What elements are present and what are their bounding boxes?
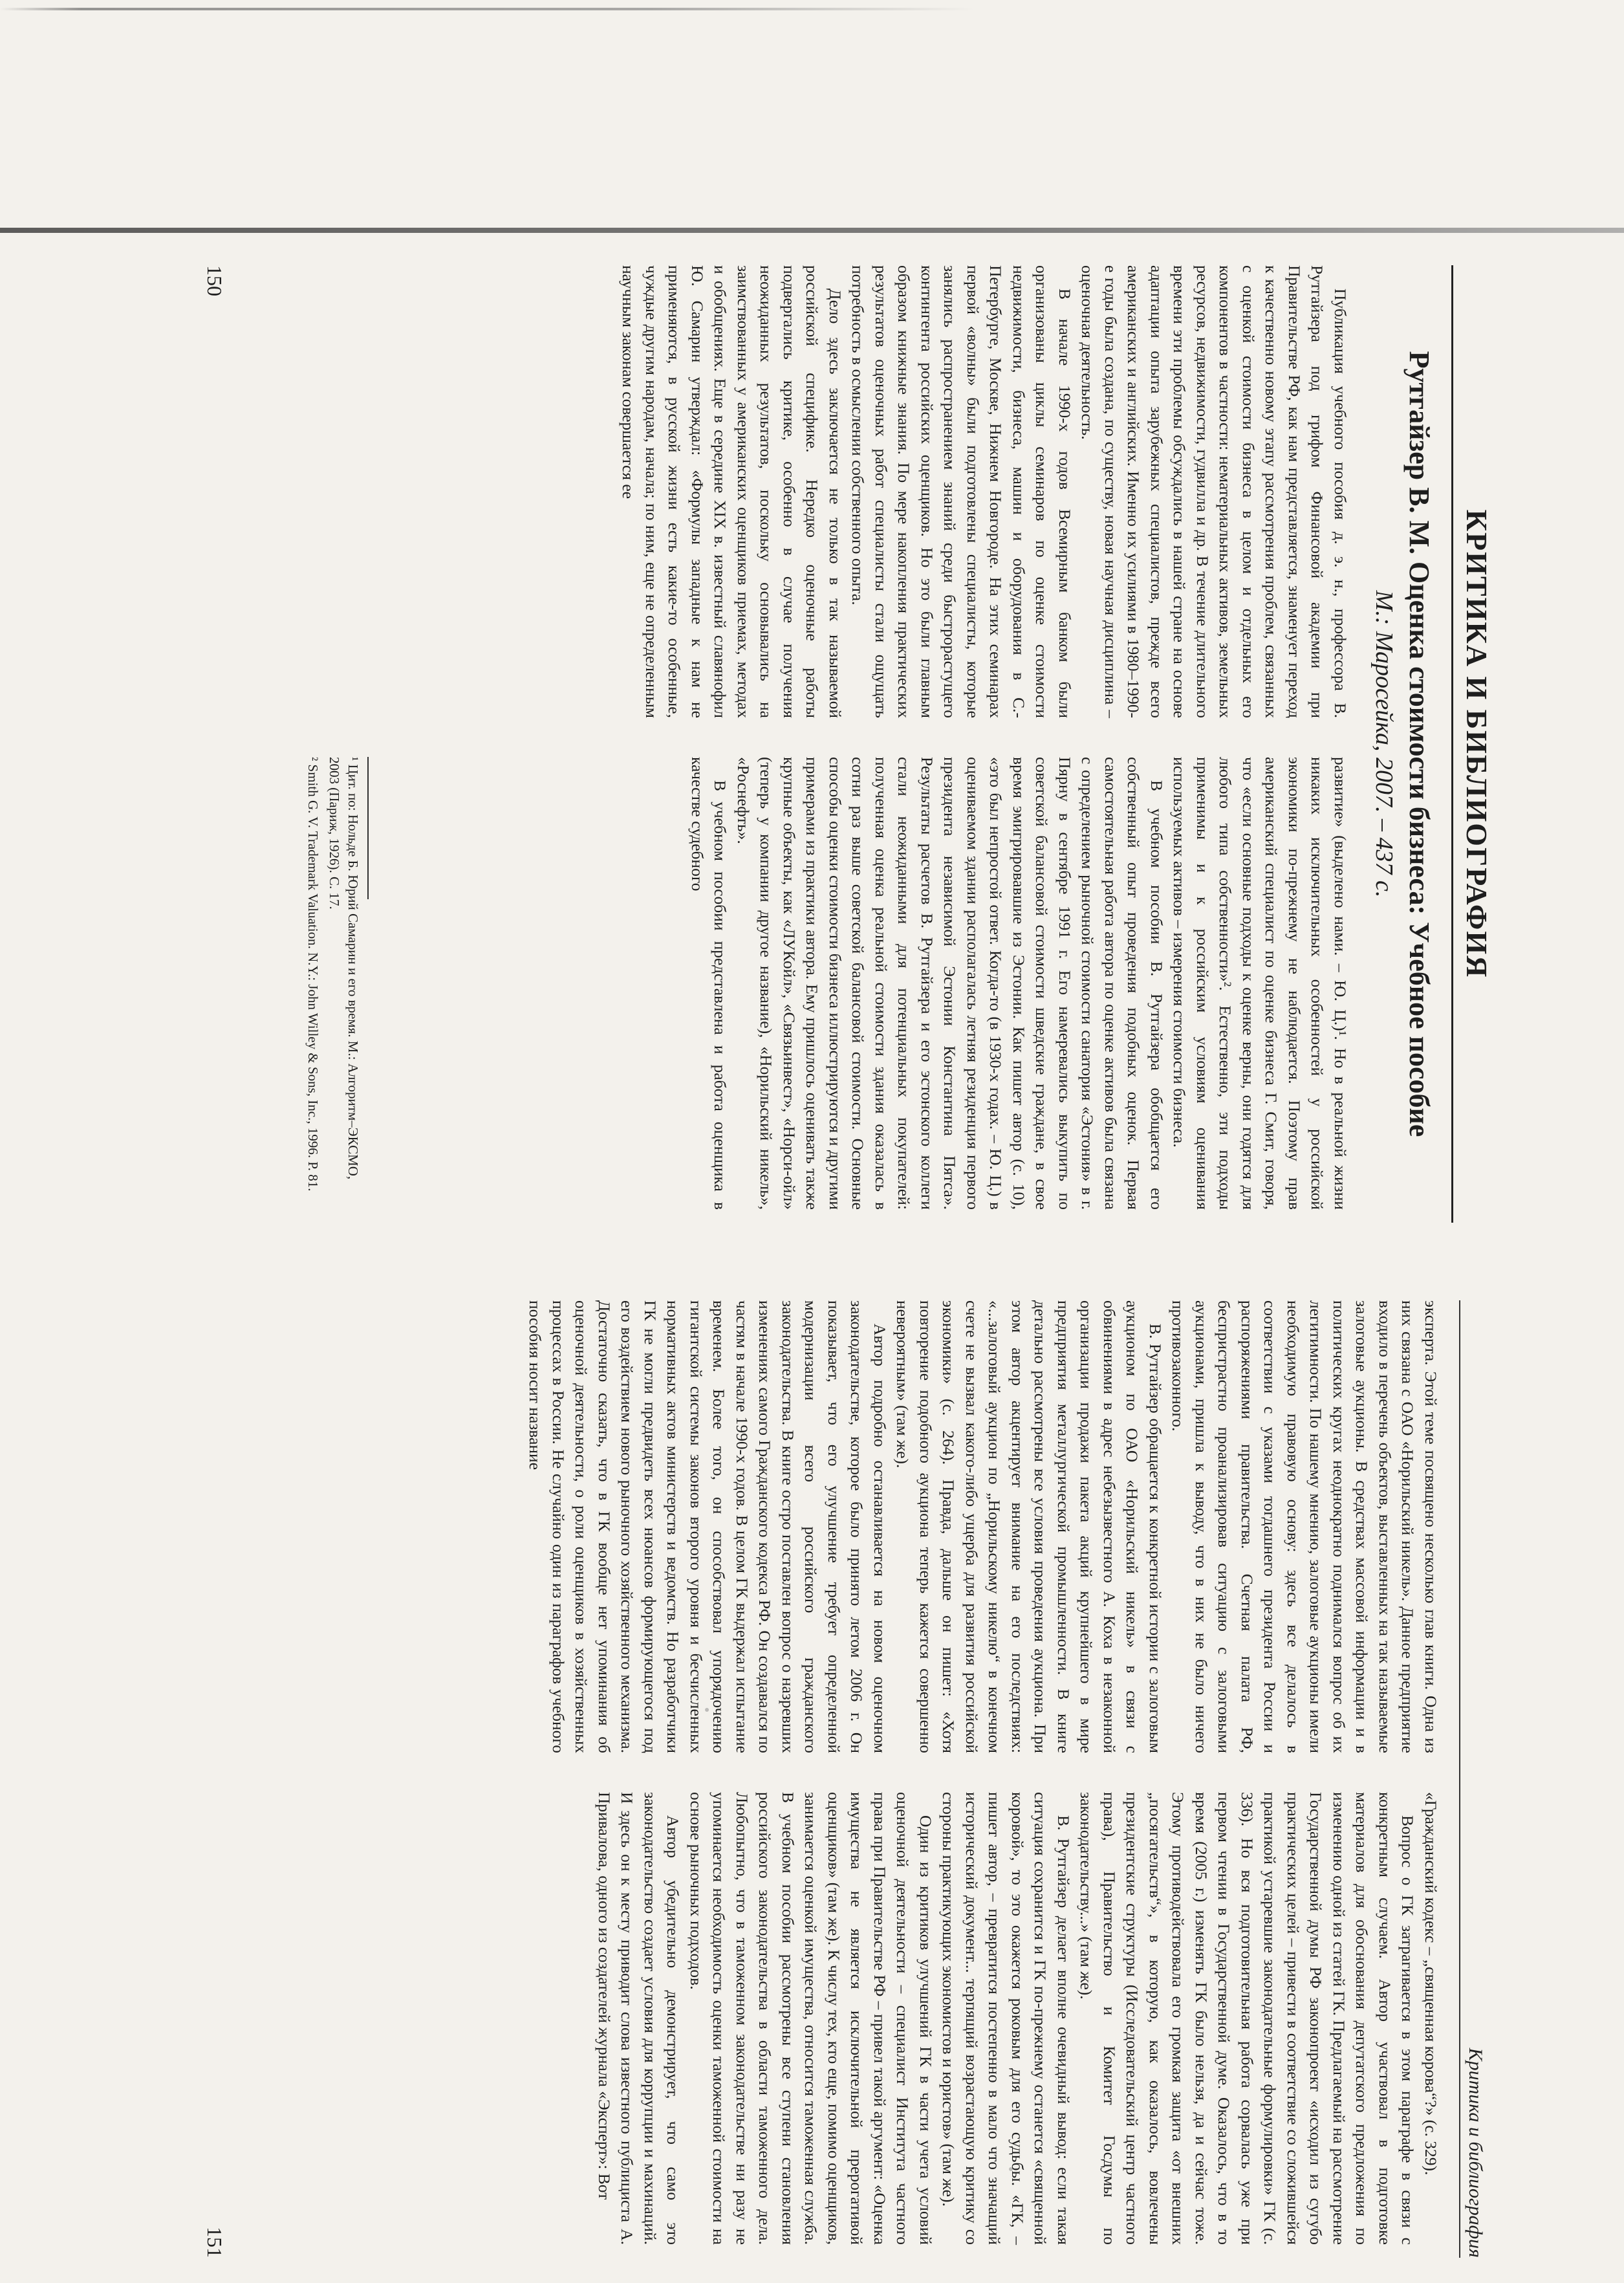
review-imprint: М.: Маросейка, 2007. – 437 с. xyxy=(1370,590,1398,898)
text-column-3 xyxy=(524,1300,1442,1753)
page-151 xyxy=(188,1300,1513,2258)
paragraph: В начале 1990-х годов Всемирным банком были организованы циклы семинаров по оценке стоимости недвижимости, бизнеса, машин и оборудования в С.-Петербурге, Москве, Нижнем Новгороде. На этих семинарах первой «волны» были подготовлены специалисты, которые занялись распространением знаний среди быстрорастущего контингента российских оценщиков. Но это были главным образом книжные знания. По мере накопления практических результатов оценочных работ специалисты стали ощущать потребность в осмыслении собственного опыта. xyxy=(849,265,1074,718)
text-column-2 xyxy=(686,757,1352,1210)
paragraph: Один из критиков улучшений ГК в части учета условий оценочной деятельности – специалист Института частного права при Правительстве РФ – привел такой аргумент: «Оценка имущества не является исключительной прерогативой оценщиков» (там же). К числу тех, кто еще, помимо оценщиков, занимается оценкой имущества, относится таможенная служба. В учебном пособии рассмотрены все ступени становления российского законодательства в области таможенного дела. Любопытно, что в таможенном законодательстве ни разу не упоминается необходимость оценки таможенной стоимости на основе рыночных подходов. xyxy=(687,1792,935,2245)
paragraph: Публикация учебного пособия д. э. н., профессора В. Рутгайзера под грифом Финансовой академии при Правительстве РФ, как нам представляется, знаменует переход к качественно новому этапу рассмотрения проблем, связанных с оценкой стоимости бизнеса в целом и отдельных его компонентов в частности: нематериальных активов, земельных ресурсов, недвижимости, гудвилла и др. В течение длительного времени эти проблемы обсуждались в нашей стране на основе адаптации опыта зарубежных специалистов, прежде всего американских и английских. Именно их усилиями в 1980–1990-е годы была создана, по существу, новая научная дисциплина – оценочная деятельность. xyxy=(1078,265,1350,718)
paragraph: Автор убедительно демонстрирует, что само это законодательство создает условия для коррупции и махинаций. И здесь он к месту приводит слова известного публициста А. Привалова, одного из создателей журнала «Эксперт»: Вот xyxy=(595,1792,683,2245)
paragraph: Дело здесь заключается не только в так называемой российской специфике. Нередко оценочные работы подвергались критике, особенно в случае получения неожиданных результатов, поскольку основывались на заимствованных у американских оценщиков приемах, методах и обобщениях. Еще в середине XIX в. известный славянофил Ю. Самарин утверждал: «Формулы западные к нам не применяются, в русской жизни есть какие-то особенные, чуждые другим народам, начала; по ним, еще не определенным научным законам совершается ее xyxy=(619,265,845,718)
paragraph: Вопрос о ГК затрагивается в этом параграфе в связи с конкретным случаем. Автор участвовал в подготовке материалов для обоснования депутатского предложения по изменению одной из статей ГК. Предлагаемый на рассмотрение Государственной думы РФ законопроект «исходил из сугубо практических целей – привести в соответствие со сложившейся практикой устаревшие законодательные формулировки» ГК (с. 336). Но вся подготовительная работа сорвалась уже при первом чтении в Государственной думе. Оказалось, что в то время (2005 г.) изменять ГК было нельзя, да и сейчас тоже. Этому противодействовала его громкая защита «от внешних „посягательств“», в которую, как оказалось, вовлечены президентские структуры (Исследовательский центр частного права), Правительство и Комитет Госдумы по законодательству...» (там же). xyxy=(1077,1792,1418,2245)
paragraph: В учебном пособии В. Рутгайзера обобщается его собственный опыт проведения подобных оценок. Первая самостоятельная работа автора по оценке активов была связана с определением рыночной стоимости санатория «Эстония» в г. Пярну в сентябре 1991 г. Его намеревались выкупить по советской балансовой стоимости шведские граждане, в свое время эмигрировавшие из Эстонии. Как пишет автор (с. 10), «это был непростой ответ. Когда-то (в 1930-х годах. – Ю. Ц.) в оцениваемом здании располагалась летняя резиденция первого президента независимой Эстонии Константина Пятса». Результаты расчетов В. Рутгайзера и его эстонского коллеги стали неожиданными для потенциальных покупателей: полученная оценка реальной стоимости здания оказалась в сотни раз выше советской балансовой стоимости. Основные способы оценки стоимости бизнеса иллюстрируются и другими примерами из практики автора. Ему пришлось оценивать также крупные объекты, как «ЛУКойл», «Связьинвест», «Норси-ойл» (теперь у компании другое название), «Норильский никель», «Роснефть». xyxy=(734,757,1166,1210)
paragraph: «Гражданский кодекс – „священная корова“?» (с. 329). xyxy=(1422,1792,1440,2176)
scan-artifact-top xyxy=(0,8,1624,10)
review-title: Рутгайзер В. М. Оценка стоимости бизнеса: Учебное пособие xyxy=(1403,351,1435,1137)
page-number-right: 151 xyxy=(203,2227,226,2258)
footnotes xyxy=(301,757,369,1210)
paragraph: эксперта. Этой теме посвящено несколько глав книги. Одна из них связана с ОАО «Норильский никель». Данное предприятие входило в перечень объектов, выставленных на так называемые залоговые аукционы. В средствах массовой информации и в политических кругах неоднократно поднимался вопрос об их легитимности. По нашему мнению, залоговые аукционы имели необходимую правовую основу: здесь все делалось в соответствии с указами тогдашнего президента России и распоряжениями правительства. Счетная палата РФ, беспристрастно проанализировав ситуацию с залоговыми аукционами, пришла к выводу, что в них не было ничего противозаконного. xyxy=(1169,1300,1440,1753)
book-spread-rotated xyxy=(188,265,1513,2271)
text-column-4 xyxy=(593,1792,1443,2245)
footnote: ² Smith G. V. Trademark Valuation. N.Y.: John Willey & Sons, Inc., 1996. P. 81. xyxy=(305,757,321,1192)
book-binding-edge xyxy=(0,228,1624,233)
section-header: КРИТИКА И БИБЛИОГРАФИЯ xyxy=(1451,265,1494,1223)
page-number-left: 150 xyxy=(203,265,226,296)
running-header: Критика и библиография xyxy=(1459,1300,1486,2258)
paragraph: В. Рутгайзер обращается к конкретной истории с залоговым аукционом по ОАО «Норильский никель» в связи с обвинениями в адрес небезызвестного А. Коха в незаконной организации продажи пакета акций крупнейшего в мире предприятия металлургической промышленности. В книге детально рассмотрены все условия проведения аукциона. При этом автор акцентирует внимание на его последствиях: «...залоговый аукцион по „Норильскому никелю“ в конечном счете не вызвал какого-либо ущерба для развития российской экономики» (с. 264). Правда, дальше он пишет: «Хотя повторение подобного аукциона теперь кажется совершенно невероятным» (там же). xyxy=(893,1300,1165,1753)
paragraph: В учебном пособии представлена и работа оценщика в качестве судебного xyxy=(688,757,730,1210)
paragraph: развитие» (выделено нами. – Ю. Ц.)¹. Но в реальной жизни никаких исключительных особенностей у российской экономики по-прежнему не наблюдается. Поэтому прав американский специалист по оценке бизнеса Г. Смит, говоря, что «если основные подходы к оценке верны, они годятся для любого типа собственности»². Естественно, эти подходы применимы и к российским условиям оценивания используемых активов – измерения стоимости бизнеса. xyxy=(1170,757,1350,1210)
text-column-1 xyxy=(617,265,1352,718)
paragraph: В. Рутгайзер делает вполне очевидный вывод: если такая ситуация сохранится и ГК по-прежнему останется «священной коровой», то это окажется роковым для его судьбы. «ГК, – пишет автор, – превратится постепенно в мало что значащий исторический документ... терпящий возрастающую критику со стороны практикующих экономистов и юристов» (там же). xyxy=(939,1792,1073,2245)
footnote-rule xyxy=(367,757,369,899)
footnote: ¹ Цит. по: Нольде Б. Юрий Самарин и его время. М.: Алгоритм–ЭКСМО, 2003 (Париж, 1926). С. 17. xyxy=(327,757,361,1180)
page-150 xyxy=(188,265,1513,1223)
paragraph: Автор подробно останавливается на новом оценочном законодательстве, которое было принято летом 2006 г. Он показывает, что его улучшение требует определенной модернизации всего российского гражданского законодательства. В книге остро поставлен вопрос о назревших изменениях самого Гражданского кодекса РФ. Он создавался по частям в начале 1990-х годов. В целом ГК выдержал испытание временем. Более того, он способствовал упорядочению гигантской системы законов второго уровня и бесчисленных нормативных актов министерств и ведомств. Но разработчики ГК не могли предвидеть всех нюансов формирующегося под его воздействием нового рыночного хозяйственного механизма. Достаточно сказать, что в ГК вообще нет упоминания об оценочной деятельности, о роли оценщиков в хозяйственных процессах в России. Не случайно один из параграфов учебного пособия носит название xyxy=(526,1300,889,1753)
